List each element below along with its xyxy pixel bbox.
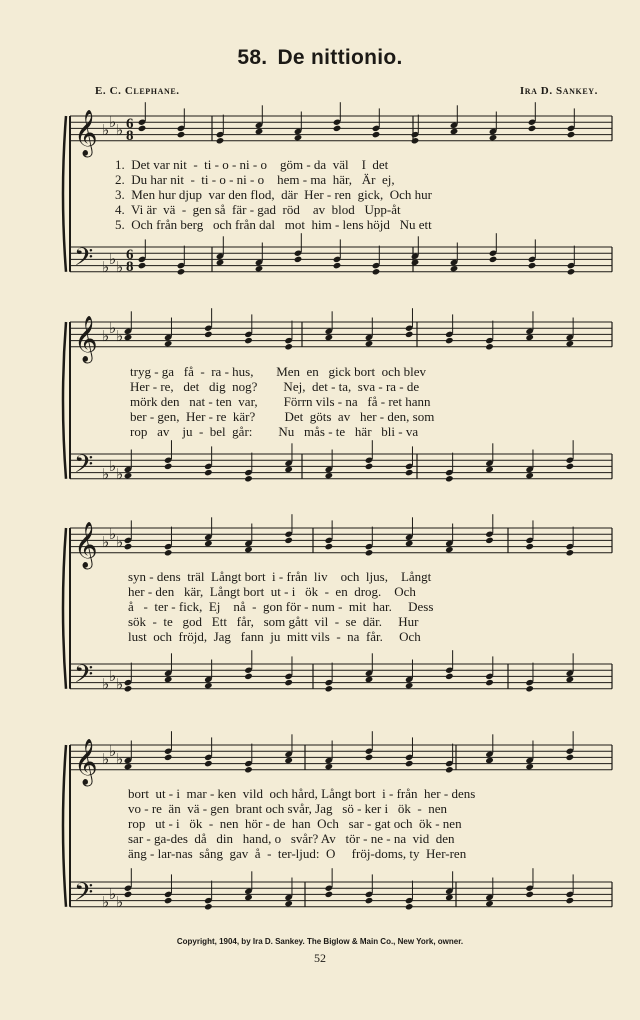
note-head bbox=[445, 673, 454, 680]
flat-icon: ♭ bbox=[102, 535, 110, 551]
note-head bbox=[325, 543, 334, 550]
treble-clef-icon: 𝄞 bbox=[74, 522, 98, 568]
note-head bbox=[164, 549, 173, 556]
note-head bbox=[450, 128, 459, 135]
flat-icon: ♭ bbox=[102, 123, 110, 139]
note-head bbox=[525, 685, 534, 692]
flat-icon: ♭ bbox=[116, 895, 124, 911]
note-head bbox=[216, 259, 225, 266]
note-head bbox=[124, 891, 133, 898]
note-head bbox=[216, 137, 225, 144]
flat-icon: ♭ bbox=[102, 752, 110, 768]
note-head bbox=[164, 897, 173, 904]
lyric-line: sar - ga-des då din hand, o svår? Av tör - ne - na vid den bbox=[128, 831, 455, 846]
flat-icon: ♭ bbox=[116, 329, 124, 345]
note-head bbox=[164, 463, 173, 470]
note-head bbox=[124, 685, 133, 692]
note-head bbox=[244, 546, 253, 553]
lyric-line: vo - re än vä - gen brant och svår, Jag sö - ker i ök - nen bbox=[128, 801, 447, 816]
note-head bbox=[525, 472, 534, 479]
note-head bbox=[567, 268, 576, 275]
lyric-line: 3. Men hur djup var den flod, där Her - ren gick, Och hur bbox=[115, 187, 432, 202]
note-head bbox=[525, 543, 534, 550]
note-head bbox=[204, 331, 213, 338]
brace bbox=[63, 322, 66, 479]
flat-icon: ♭ bbox=[109, 459, 117, 475]
treble-clef-icon: 𝄞 bbox=[74, 739, 98, 785]
note-head bbox=[405, 760, 414, 767]
note-head bbox=[204, 903, 213, 910]
note-head bbox=[325, 891, 334, 898]
note-head bbox=[528, 125, 537, 132]
flat-icon: ♭ bbox=[109, 252, 117, 268]
lyric-line: rop ut - i ök - nen hör - de han Och sar - gat och ök - nen bbox=[128, 816, 462, 831]
lyric-line: lust och fröjd, Jag fann ju mitt vils - na får. Och bbox=[128, 629, 421, 644]
note-head bbox=[566, 549, 575, 556]
note-head bbox=[445, 337, 454, 344]
time-signature: 8 bbox=[126, 259, 134, 275]
note-head bbox=[284, 900, 293, 907]
note-head bbox=[325, 763, 334, 770]
lyric-line: å - ter - fick, Ej nå - gon för - num - mit har. Dess bbox=[128, 599, 434, 614]
note-head bbox=[333, 262, 342, 269]
note-head bbox=[124, 472, 133, 479]
lyric-line: her - den kär, Långt bort ut - i ök - en drog. Och bbox=[128, 584, 416, 599]
note-head bbox=[284, 537, 293, 544]
note-head bbox=[405, 903, 414, 910]
note-head bbox=[204, 540, 213, 547]
note-head bbox=[485, 900, 494, 907]
note-head bbox=[325, 334, 334, 341]
note-head bbox=[177, 131, 186, 138]
note-head bbox=[485, 466, 494, 473]
note-head bbox=[294, 134, 303, 141]
note-head bbox=[284, 343, 293, 350]
note-head bbox=[124, 543, 133, 550]
lyric-line: bort ut - i mar - ken vild och hård, Långt bort i - från her - dens bbox=[128, 786, 476, 801]
flat-icon: ♭ bbox=[102, 260, 110, 276]
lyric-line: 5. Och från berg och från dal mot him - lens höjd Nu ett bbox=[115, 217, 432, 232]
note-head bbox=[365, 340, 374, 347]
treble-clef-icon: 𝄞 bbox=[74, 110, 98, 156]
lyric-line: 4. Vi är vä - gen så fär - gad röd av blod Upp-åt bbox=[115, 202, 401, 217]
note-head bbox=[411, 259, 420, 266]
flat-icon: ♭ bbox=[116, 467, 124, 483]
note-head bbox=[372, 268, 381, 275]
note-head bbox=[325, 685, 334, 692]
note-head bbox=[177, 268, 186, 275]
note-head bbox=[244, 337, 253, 344]
note-head bbox=[566, 463, 575, 470]
flat-icon: ♭ bbox=[116, 752, 124, 768]
note-head bbox=[445, 546, 454, 553]
time-signature: 6 bbox=[126, 116, 134, 132]
flat-icon: ♭ bbox=[116, 535, 124, 551]
bass-clef-icon: 𝄢 bbox=[74, 243, 94, 278]
lyric-line: tryg - ga få - ra - hus, Men en gick bort och blev bbox=[130, 364, 427, 379]
note-head bbox=[294, 256, 303, 263]
note-head bbox=[525, 763, 534, 770]
time-signature: 6 bbox=[126, 247, 134, 263]
hymn-number: 58. bbox=[237, 46, 268, 69]
flat-icon: ♭ bbox=[109, 321, 117, 337]
note-head bbox=[567, 131, 576, 138]
flat-icon: ♭ bbox=[109, 115, 117, 131]
note-head bbox=[405, 469, 414, 476]
note-head bbox=[164, 340, 173, 347]
note-head bbox=[365, 897, 374, 904]
copyright-notice: Copyright, 1904, by Ira D. Sankey. The Biglow & Main Co., New York, owner. bbox=[176, 937, 464, 946]
note-head bbox=[325, 472, 334, 479]
note-head bbox=[255, 265, 264, 272]
note-head bbox=[244, 766, 253, 773]
note-head bbox=[525, 891, 534, 898]
note-head bbox=[365, 463, 374, 470]
note-head bbox=[411, 137, 420, 144]
lyric-line: mörk den nat - ten var, Förrn vils - na få - ret hann bbox=[130, 394, 431, 409]
note-head bbox=[124, 334, 133, 341]
note-head bbox=[489, 134, 498, 141]
lyric-line: syn - dens träl Långt bort i - från liv och ljus, Långt bbox=[128, 569, 432, 584]
bass-clef-icon: 𝄢 bbox=[74, 450, 94, 485]
note-head bbox=[485, 757, 494, 764]
lyric-line: Her - re, det dig nog? Nej, det - ta, sva - ra - de bbox=[130, 379, 420, 394]
lyric-line: sök - te god Ett får, som gått vil - se där. Hur bbox=[128, 614, 419, 629]
bass-clef-icon: 𝄢 bbox=[74, 660, 94, 695]
note-head bbox=[164, 676, 173, 683]
note-head bbox=[450, 265, 459, 272]
note-head bbox=[204, 760, 213, 767]
note-head bbox=[138, 262, 147, 269]
flat-icon: ♭ bbox=[109, 887, 117, 903]
note-head bbox=[485, 679, 494, 686]
note-head bbox=[528, 262, 537, 269]
hymn-name: De nittionio. bbox=[277, 46, 403, 69]
flat-icon: ♭ bbox=[102, 467, 110, 483]
flat-icon: ♭ bbox=[109, 669, 117, 685]
note-head bbox=[365, 676, 374, 683]
lyric-line: 2. Du har nit - ti - o - ni - o hem - ma här, Är ej, bbox=[115, 172, 395, 187]
note-head bbox=[566, 340, 575, 347]
flat-icon: ♭ bbox=[116, 677, 124, 693]
note-head bbox=[204, 682, 213, 689]
flat-icon: ♭ bbox=[109, 744, 117, 760]
note-head bbox=[284, 757, 293, 764]
flat-icon: ♭ bbox=[102, 329, 110, 345]
note-head bbox=[566, 676, 575, 683]
note-head bbox=[244, 894, 253, 901]
lyric-line: 1. Det var nit - ti - o - ni - o göm - da väl I det bbox=[115, 157, 389, 172]
note-head bbox=[124, 763, 133, 770]
flat-icon: ♭ bbox=[109, 527, 117, 543]
composer-credit: Ira D. Sankey. bbox=[519, 85, 598, 97]
note-head bbox=[244, 475, 253, 482]
note-head bbox=[445, 766, 454, 773]
note-head bbox=[164, 754, 173, 761]
note-head bbox=[445, 475, 454, 482]
flat-icon: ♭ bbox=[116, 260, 124, 276]
lyric-line: ber - gen, Her - re kär? Det göts av her - den, som bbox=[130, 409, 435, 424]
note-head bbox=[138, 125, 147, 132]
note-head bbox=[244, 673, 253, 680]
lyric-line: rop av ju - bel går: Nu mås - te här bli - va bbox=[130, 424, 419, 439]
note-head bbox=[485, 343, 494, 350]
brace bbox=[63, 116, 66, 272]
note-head bbox=[566, 897, 575, 904]
note-head bbox=[525, 334, 534, 341]
lyricist-credit: E. C. Clephane. bbox=[95, 85, 180, 97]
note-head bbox=[365, 549, 374, 556]
note-head bbox=[365, 754, 374, 761]
flat-icon: ♭ bbox=[116, 123, 124, 139]
note-head bbox=[405, 540, 414, 547]
note-head bbox=[489, 256, 498, 263]
note-head bbox=[485, 537, 494, 544]
note-head bbox=[405, 682, 414, 689]
note-head bbox=[445, 894, 454, 901]
note-head bbox=[566, 754, 575, 761]
time-signature: 8 bbox=[126, 128, 134, 144]
note-head bbox=[405, 331, 414, 338]
brace bbox=[63, 528, 66, 689]
note-head bbox=[255, 128, 264, 135]
note-head bbox=[333, 125, 342, 132]
brace bbox=[63, 745, 66, 907]
flat-icon: ♭ bbox=[102, 895, 110, 911]
page-number: 52 bbox=[314, 951, 326, 965]
treble-clef-icon: 𝄞 bbox=[74, 316, 98, 362]
bass-clef-icon: 𝄢 bbox=[74, 878, 94, 913]
note-head bbox=[372, 131, 381, 138]
lyric-line: äng - lar-nas sång gav å - ter-ljud: O fröj-doms, ty Her-ren bbox=[128, 846, 467, 861]
note-head bbox=[284, 679, 293, 686]
note-head bbox=[284, 466, 293, 473]
flat-icon: ♭ bbox=[102, 677, 110, 693]
note-head bbox=[204, 469, 213, 476]
